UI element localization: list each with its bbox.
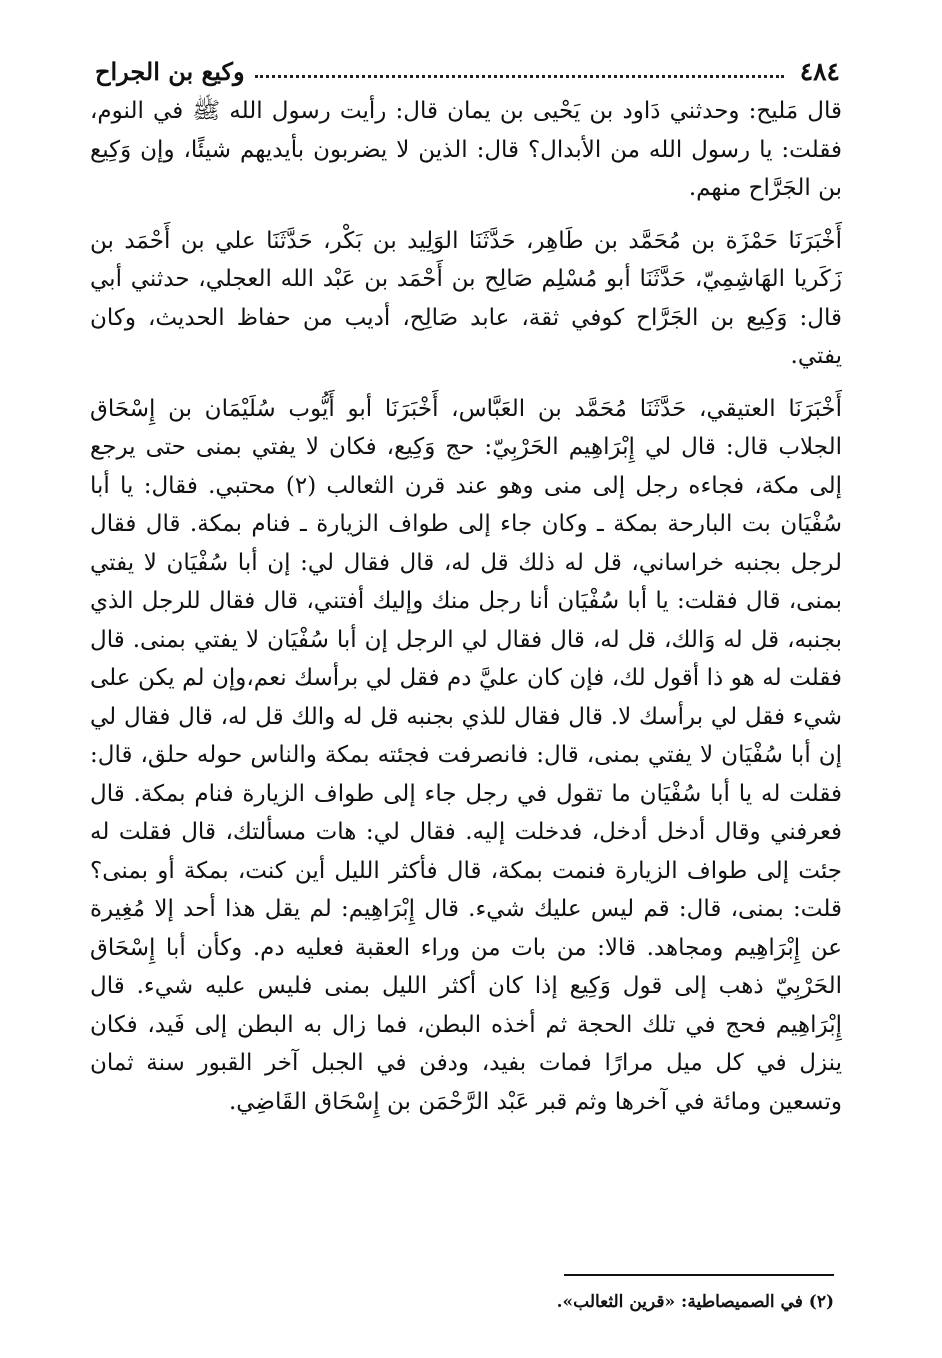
- header-dotted-leader: [255, 75, 784, 78]
- footnote-separator: [564, 1274, 834, 1276]
- paragraph-1: قال مَليح: وحدثني دَاود بن يَحْيى بن يمان قال: رأيت رسول الله ﷺ في النوم، فقلت: يا رسول الله من الأبدال؟ قال: الذين لا يضربون بأيديهم شيئًا، وإن وَكِيع بن الجَرَّاح منهم.: [90, 98, 842, 201]
- paragraph-2: أَخْبَرَنَا حَمْزَة بن مُحَمَّد بن طَاهِر، حَدَّثَنَا الوَلِيد بن بَكْر، حَدَّثَنَا علي بن أَحْمَد بن زَكَريا الهَاشِمِيّ، حَدَّثَنَا أبو مُسْلِم صَالِح بن أَحْمَد بن عَبْد الله العجلي، حدثني أبي قال: وَكِيع بن الجَرَّاح كوفي ثقة، عابد صَالِح، أديب من حفاظ الحديث، وكان يفتي.: [90, 227, 842, 369]
- page-header: [95, 42, 840, 86]
- paragraph-3: أَخْبَرَنَا العتيقي، حَدَّثَنَا مُحَمَّد بن العَبَّاس، أَخْبَرَنَا أبو أَيُّوب سُلَيْمَان بن إِسْحَاق الجلاب قال: قال لي إِبْرَاهِيم الحَرْبِيّ: حج وَكِيع، فكان لا يفتي بمنى حتى يرجع إلى مكة، فجاءه رجل إلى منى وهو عند قرن الثعالب (٢) محتبي. فقال: يا أبا سُفْيَان بت البارحة بمكة ـ وكان جاء إلى طواف الزيارة ـ فنام بمكة. قال فقال لرجل بجنبه خراساني، قل له ذلك قل له، قال فقال لي: إن أبا سُفْيَان لا يفتي بمنى، قال فقلت: يا أبا سُفْيَان أنا رجل منك وإليك أفتني، قال فقال للرجل الذي بجنبه، قل له وَالك، قل له، قال فقال لي الرجل إن أبا سُفْيَان لا يفتي بمنى. قال فقلت له هو ذا أقول لك، فإن كان عليَّ دم فقل لي برأسك نعم،وإن لم يكن على شيء فقل لي برأسك لا. قال فقال للذي بجنبه قل له والك قل له، قال فقال لي إن أبا سُفْيَان لا يفتي بمنى، قال: فانصرفت فجئته بمكة والناس حوله حلق، قال: فقلت له يا أبا سُفْيَان ما تقول في رجل جاء إلى طواف الزيارة فنام بمكة. قال فعرفني وقال أدخل أدخل، فدخلت إليه. فقال لي: هات مسألتك، قال فقلت له جئت إلى طواف الزيارة فنمت بمكة، قال فأكثر الليل أين كنت، بمكة أو بمنى؟ قلت: بمنى، قال: قم ليس عليك شيء. قال إِبْرَاهِيم: لم يقل هذا أحد إلا مُغِيرة عن إِبْرَاهِيم ومجاهد. قالا: من بات من وراء العقبة فعليه دم. وكأن أبا إِسْحَاق الحَرْبِيّ ذهب إلى قول وَكِيع إذا كان أكثر الليل بمنى فليس عليه شيء. قال إِبْرَاهِيم فحج في تلك الحجة ثم أخذه البطن، فما زال به البطن إلى فَيد، فكان ينزل في كل ميل مرارًا فمات بفيد، ودفن في الجبل آخر القبور سنة ثمان وتسعين ومائة في آخرها وثم قبر عَبْد الرَّحْمَن بن إِسْحَاق القَاضِي.: [90, 395, 842, 1115]
- footnote: (٢) في الصميصاطية: «قرين الثعالب».: [556, 1292, 834, 1312]
- running-title: وكيع بن الجراح: [95, 57, 245, 86]
- main-text: [90, 92, 842, 1135]
- page-number: ٤٨٤: [799, 57, 840, 86]
